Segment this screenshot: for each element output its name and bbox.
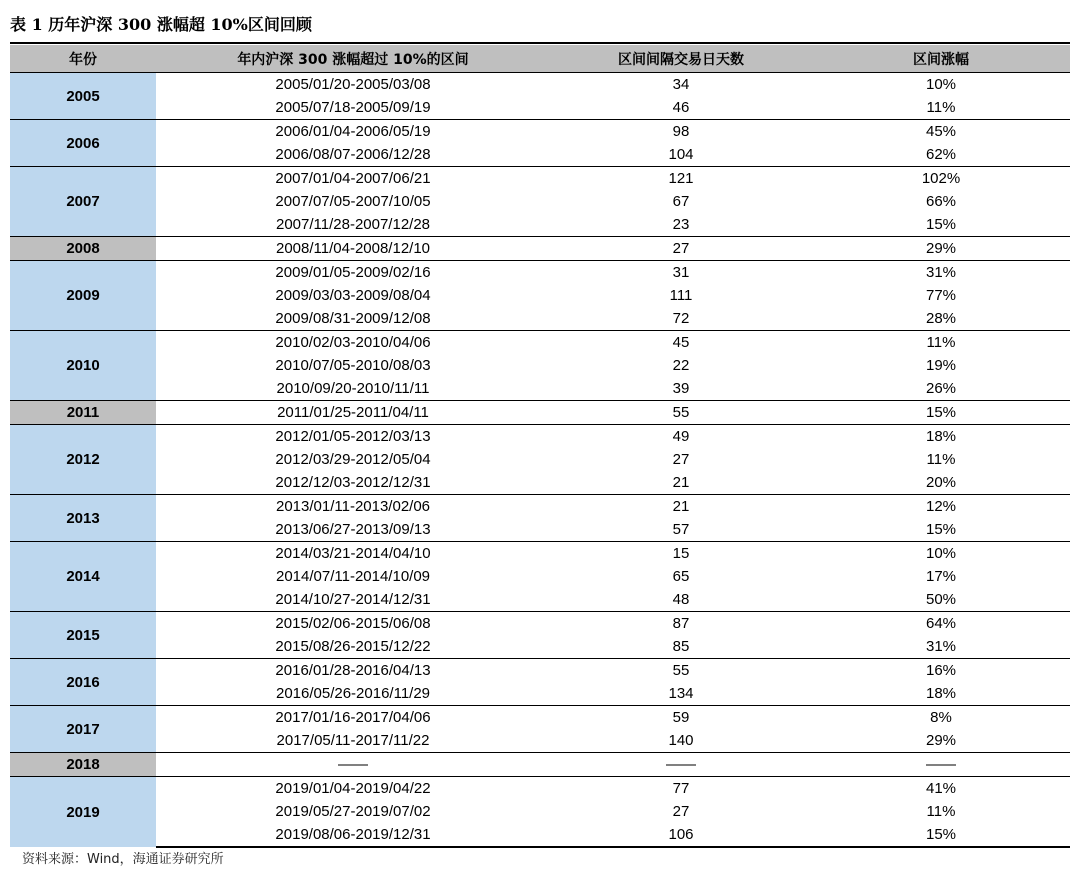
days-cell: 49 bbox=[550, 425, 812, 449]
gain-cell: 15% bbox=[812, 401, 1070, 425]
interval-cell: 2015/08/26-2015/12/22 bbox=[275, 638, 431, 655]
gain-cell: 12% bbox=[812, 495, 1070, 519]
table-title: 表 1 历年沪深 300 涨幅超 10%区间回顾 bbox=[10, 15, 312, 34]
interval-cell: 2010/07/05-2010/08/03 bbox=[275, 357, 431, 374]
table-row bbox=[10, 777, 1070, 801]
interval-cell: 2012/03/29-2012/05/04 bbox=[275, 451, 431, 468]
interval-cell: 2008/11/04-2008/12/10 bbox=[156, 237, 550, 261]
header-row bbox=[10, 45, 1070, 73]
gain-cell: 15% bbox=[812, 823, 1070, 847]
table-row bbox=[10, 448, 1070, 471]
days-cell: 22 bbox=[672, 357, 690, 374]
days-cell: 87 bbox=[550, 612, 812, 636]
table-row bbox=[10, 800, 1070, 823]
interval-cell: 2017/01/16-2017/04/06 bbox=[156, 706, 550, 730]
year-cell: 2012 bbox=[10, 425, 156, 495]
days-cell: 27 bbox=[672, 451, 690, 468]
gain-cell: 26% bbox=[925, 380, 957, 397]
days-cell: 23 bbox=[672, 216, 690, 233]
year-cell: 2019 bbox=[10, 777, 156, 848]
table-row bbox=[10, 213, 1070, 237]
interval-cell: 2009/01/05-2009/02/16 bbox=[156, 261, 550, 285]
days-cell: 111 bbox=[669, 287, 693, 304]
table-row bbox=[10, 331, 1070, 355]
interval-cell: —— bbox=[156, 753, 550, 777]
interval-cell: 2006/01/04-2006/05/19 bbox=[156, 120, 550, 144]
year-cell: 2015 bbox=[10, 612, 156, 659]
gain-cell: 20% bbox=[925, 474, 957, 491]
table-row bbox=[10, 120, 1070, 144]
days-cell: 48 bbox=[672, 591, 690, 608]
gain-cell: 77% bbox=[925, 287, 957, 304]
interval-cell: 2013/01/11-2013/02/06 bbox=[156, 495, 550, 519]
table-row bbox=[10, 495, 1070, 519]
interval-cell: 2006/08/07-2006/12/28 bbox=[275, 146, 431, 163]
gain-cell: 64% bbox=[812, 612, 1070, 636]
interval-cell: 2015/02/06-2015/06/08 bbox=[156, 612, 550, 636]
interval-cell: 2014/07/11-2014/10/09 bbox=[275, 568, 431, 585]
gain-cell: 45% bbox=[812, 120, 1070, 144]
year-cell: 2005 bbox=[10, 73, 156, 120]
days-cell: 67 bbox=[672, 193, 690, 210]
table-row bbox=[10, 706, 1070, 730]
table-row bbox=[10, 682, 1070, 706]
gain-cell: 11% bbox=[926, 451, 956, 468]
interval-cell: 2014/10/27-2014/12/31 bbox=[275, 591, 431, 608]
interval-cell: 2012/12/03-2012/12/31 bbox=[275, 474, 431, 491]
days-cell: 46 bbox=[672, 99, 690, 116]
interval-cell: 2013/06/27-2013/09/13 bbox=[275, 521, 431, 538]
gain-cell: 8% bbox=[812, 706, 1070, 730]
days-cell: 104 bbox=[668, 146, 694, 163]
gain-cell: 29% bbox=[925, 732, 957, 749]
days-cell: 34 bbox=[550, 73, 812, 97]
table-row bbox=[10, 425, 1070, 449]
gain-cell: —— bbox=[812, 753, 1070, 777]
interval-cell: 2007/11/28-2007/12/28 bbox=[275, 216, 431, 233]
days-cell: 55 bbox=[550, 401, 812, 425]
table-row bbox=[10, 284, 1070, 307]
days-cell: 27 bbox=[672, 803, 690, 820]
gain-cell: 50% bbox=[925, 591, 957, 608]
interval-cell: 2010/09/20-2010/11/11 bbox=[276, 380, 430, 397]
days-cell: 27 bbox=[550, 237, 812, 261]
gain-cell: 31% bbox=[812, 261, 1070, 285]
days-cell: 21 bbox=[672, 474, 690, 491]
table-row bbox=[10, 143, 1070, 167]
table-row bbox=[10, 401, 1070, 425]
gain-cell: 18% bbox=[812, 425, 1070, 449]
interval-cell: 2012/01/05-2012/03/13 bbox=[156, 425, 550, 449]
gain-cell: 102% bbox=[812, 167, 1070, 191]
year-cell: 2014 bbox=[10, 542, 156, 612]
gain-cell: 19% bbox=[925, 357, 957, 374]
days-cell: 140 bbox=[668, 732, 694, 749]
interval-cell: 2016/05/26-2016/11/29 bbox=[275, 685, 431, 702]
days-cell: 45 bbox=[550, 331, 812, 355]
interval-cell: 2007/07/05-2007/10/05 bbox=[275, 193, 431, 210]
year-cell: 2018 bbox=[10, 753, 156, 777]
interval-cell: 2009/08/31-2009/12/08 bbox=[275, 310, 431, 327]
year-cell: 2006 bbox=[10, 120, 156, 167]
table-row bbox=[10, 612, 1070, 636]
table-row bbox=[10, 753, 1070, 777]
header-days: 区间间隔交易日天数 bbox=[550, 45, 812, 73]
gain-cell: 10% bbox=[812, 542, 1070, 566]
year-cell: 2007 bbox=[10, 167, 156, 237]
days-cell: —— bbox=[550, 753, 812, 777]
table-row bbox=[10, 588, 1070, 612]
interval-cell: 2014/03/21-2014/04/10 bbox=[156, 542, 550, 566]
interval-cell: 2009/03/03-2009/08/04 bbox=[275, 287, 431, 304]
year-cell: 2016 bbox=[10, 659, 156, 706]
gain-cell: 41% bbox=[812, 777, 1070, 801]
table-row bbox=[10, 635, 1070, 659]
days-cell: 98 bbox=[550, 120, 812, 144]
interval-cell: 2019/05/27-2019/07/02 bbox=[275, 803, 431, 820]
data-table bbox=[10, 45, 1070, 848]
gain-cell: 18% bbox=[925, 685, 957, 702]
table-row bbox=[10, 659, 1070, 683]
table-row bbox=[10, 354, 1070, 377]
table-row bbox=[10, 96, 1070, 120]
table-row bbox=[10, 261, 1070, 285]
interval-cell: 2019/08/06-2019/12/31 bbox=[156, 823, 550, 847]
days-cell: 57 bbox=[672, 521, 690, 538]
days-cell: 106 bbox=[550, 823, 812, 847]
year-cell: 2013 bbox=[10, 495, 156, 542]
gain-cell: 29% bbox=[812, 237, 1070, 261]
days-cell: 65 bbox=[672, 568, 690, 585]
table-row bbox=[10, 542, 1070, 566]
gain-cell: 17% bbox=[925, 568, 957, 585]
days-cell: 55 bbox=[550, 659, 812, 683]
year-cell: 2017 bbox=[10, 706, 156, 753]
interval-cell: 2019/01/04-2019/04/22 bbox=[156, 777, 550, 801]
gain-cell: 62% bbox=[925, 146, 957, 163]
year-cell: 2011 bbox=[10, 401, 156, 425]
days-cell: 77 bbox=[550, 777, 812, 801]
days-cell: 21 bbox=[550, 495, 812, 519]
interval-cell: 2010/02/03-2010/04/06 bbox=[156, 331, 550, 355]
days-cell: 39 bbox=[672, 380, 690, 397]
interval-cell: 2007/01/04-2007/06/21 bbox=[156, 167, 550, 191]
gain-cell: 28% bbox=[925, 310, 957, 327]
gain-cell: 10% bbox=[812, 73, 1070, 97]
year-cell: 2008 bbox=[10, 237, 156, 261]
gain-cell: 16% bbox=[812, 659, 1070, 683]
header-gain: 区间涨幅 bbox=[812, 45, 1070, 73]
table-row bbox=[10, 565, 1070, 588]
table-row bbox=[10, 237, 1070, 261]
table-row bbox=[10, 307, 1070, 331]
days-cell: 72 bbox=[672, 310, 690, 327]
days-cell: 15 bbox=[550, 542, 812, 566]
days-cell: 121 bbox=[550, 167, 812, 191]
header-interval: 年内沪深 300 涨幅超过 10%的区间 bbox=[156, 45, 550, 73]
year-cell: 2009 bbox=[10, 261, 156, 331]
table-row bbox=[10, 167, 1070, 191]
table-row bbox=[10, 729, 1070, 753]
days-cell: 31 bbox=[550, 261, 812, 285]
days-cell: 85 bbox=[672, 638, 690, 655]
interval-cell: 2016/01/28-2016/04/13 bbox=[156, 659, 550, 683]
gain-cell: 15% bbox=[925, 521, 957, 538]
gain-cell: 66% bbox=[925, 193, 957, 210]
gain-cell: 15% bbox=[925, 216, 957, 233]
table-body bbox=[10, 73, 1070, 848]
gain-cell: 11% bbox=[926, 99, 956, 116]
days-cell: 134 bbox=[668, 685, 694, 702]
interval-cell: 2017/05/11-2017/11/22 bbox=[276, 732, 430, 749]
gain-cell: 31% bbox=[925, 638, 957, 655]
table-row bbox=[10, 377, 1070, 401]
header-year: 年份 bbox=[10, 45, 156, 73]
table-row bbox=[10, 518, 1070, 542]
top-rule bbox=[10, 42, 1070, 44]
year-cell: 2010 bbox=[10, 331, 156, 401]
interval-cell: 2011/01/25-2011/04/11 bbox=[156, 401, 550, 425]
table-row bbox=[10, 73, 1070, 97]
interval-cell: 2005/01/20-2005/03/08 bbox=[156, 73, 550, 97]
gain-cell: 11% bbox=[926, 803, 956, 820]
interval-cell: 2005/07/18-2005/09/19 bbox=[275, 99, 431, 116]
days-cell: 59 bbox=[550, 706, 812, 730]
table-row bbox=[10, 190, 1070, 213]
source-note: 资料来源：Wind，海通证券研究所 bbox=[22, 852, 224, 867]
table-row bbox=[10, 471, 1070, 495]
gain-cell: 11% bbox=[812, 331, 1070, 355]
table-row bbox=[10, 823, 1070, 847]
